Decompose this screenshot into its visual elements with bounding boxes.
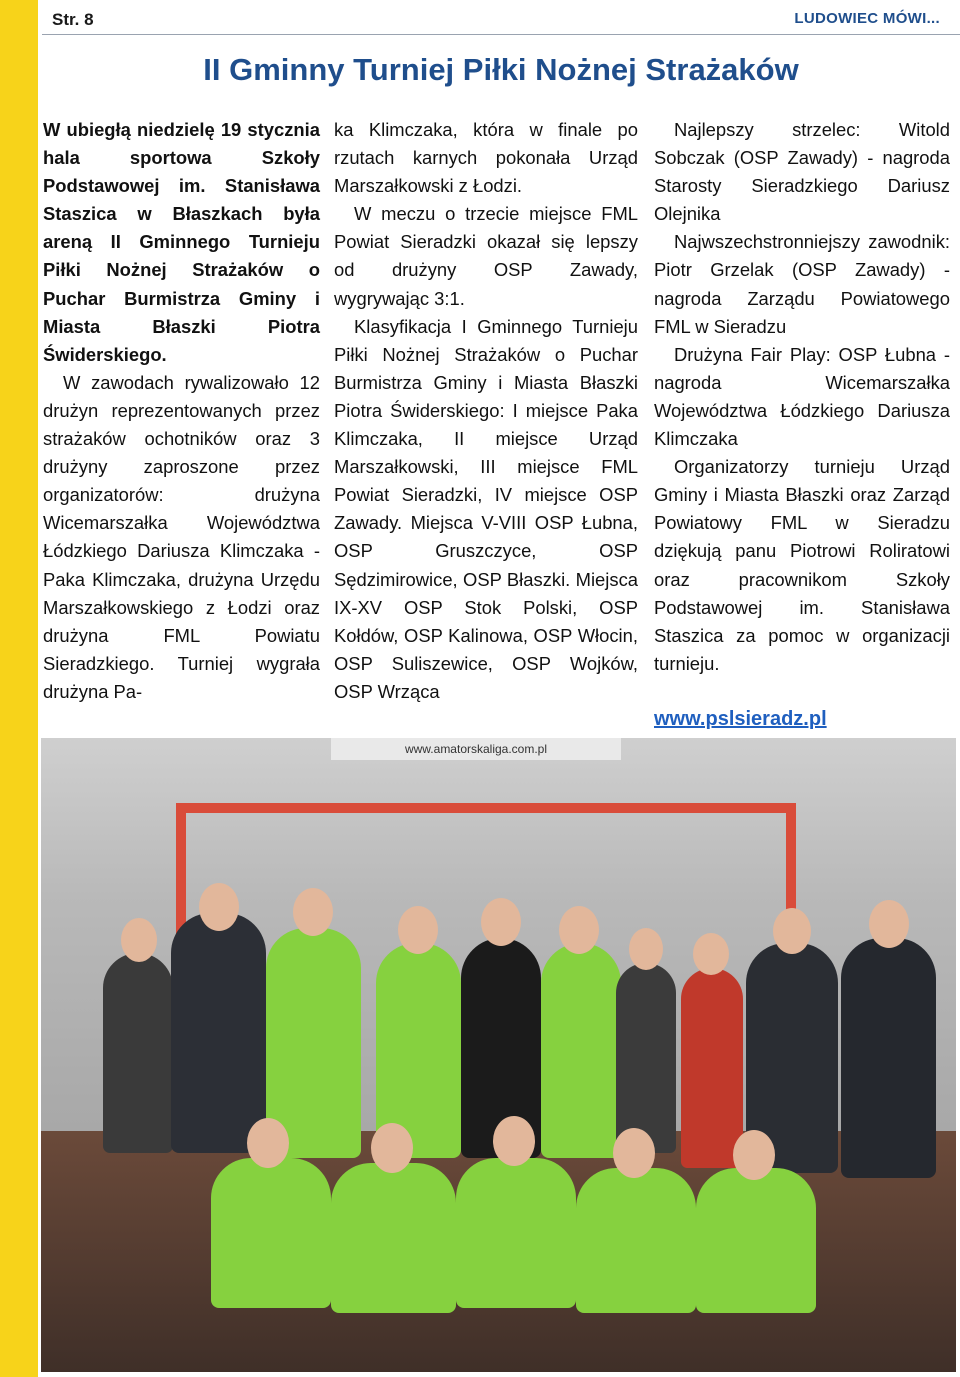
photo-person-head [121,918,157,962]
photo-person-head [293,888,333,936]
photo-person-head [733,1130,775,1180]
photo-person [576,1168,696,1313]
photo-person-head [693,933,729,975]
publication-name: LUDOWIEC MÓWI... [794,10,940,27]
photo-person [681,968,743,1168]
photo-person [171,913,266,1153]
photo-person-head [247,1118,289,1168]
header-divider [42,34,960,35]
article-paragraph: Klasyfikacja I Gminnego Turnieju Piłki Nożnej Strażaków o Puchar Burmistrza Gminy i Miasta Błaszki Piotra Świderskiego: I miejsce Paka Klimczaka, II miejsce Urząd Marszałkowski, III miejsce FML Powiat Sieradzki, IV miejsce OSP Zawady. Miejsca V-VIII OSP Łubna, OSP Gruszczyce, OSP Sędzimirowice, OSP Błaszki. Miejsca IX-XV OSP Stok Polski, OSP Kołdów, OSP Kalinowa, OSP Włocin, OSP Suliszewice, OSP Wojków, OSP Wrząca [334,315,638,702]
photo-person-head [371,1123,413,1173]
photo-person [103,953,173,1153]
article-paragraph: Organizatorzy turnieju Urząd Gminy i Miasta Błaszki oraz Zarząd Powiatowy FML w Sieradzu dziękują panu Piotrowi Roliratowi oraz pracownikom Szkoły Podstawowej im. Stanisława Staszica za pomoc w organizacji turnieju. [654,456,950,674]
article-lead: W ubiegłą niedzielę 19 stycznia hala sportowa Szkoły Podstawowej im. Stanisława Staszica w Błaszkach była areną II Gminnego Turnieju Piłki Nożnej Strażaków o Puchar Burmistrza Gminy i Miasta Błaszki Piotra Świderskiego. [43,119,320,365]
article-paragraph: W zawodach rywalizowało 12 drużyn reprezentowanych przez strażaków ochotników oraz 3 drużyny zaproszone przez organizatorów: drużyna Wicemarszałka Województwa Łódzkiego Dariusza Klimczaka - Paka Klimczaka, drużyna Urzędu Marszałkowskiego z Łodzi oraz drużyna FML Powiatu Sieradzkiego. Turniej wygrała drużyna Pa- [43,371,320,702]
photo-person-head [559,906,599,954]
photo-person-head [629,928,663,970]
photo-banner: www.amatorskaliga.com.pl [331,738,621,760]
photo-person-head [869,900,909,948]
page-number: Str. 8 [52,10,94,29]
website-link[interactable]: www.pslsieradz.pl [654,708,827,730]
article-title: II Gminny Turniej Piłki Nożnej Strażaków [203,52,799,87]
photo-person [616,963,676,1153]
article-paragraph: W meczu o trzecie miejsce FML Powiat Sieradzki okazał się lepszy od drużyny OSP Zawady, wygrywając 3:1. [334,203,638,309]
photo-person [211,1158,331,1308]
photo-person-head [613,1128,655,1178]
article-paragraph: ka Klimczaka, która w finale po rzutach karnych pokonała Urząd Marszałkowski z Łodzi. [334,119,638,197]
article-paragraph: Najwszechstronniejszy zawodnik: Piotr Grzelak (OSP Zawady) - nagroda Zarządu Powiatowego FML w Sieradzu [654,231,950,337]
photo-person-head [493,1116,535,1166]
photo-person [841,938,936,1178]
article-column-2 [334,116,638,706]
photo-person [696,1168,816,1313]
photo-person [541,943,621,1158]
article-column-3 [654,116,950,678]
photo-person-head [199,883,239,931]
photo-person-head [481,898,521,946]
team-photo [41,738,956,1372]
yellow-side-strip [0,0,38,1377]
photo-person [456,1158,576,1308]
article-paragraph: Drużyna Fair Play: OSP Łubna - nagroda Wicemarszałka Województwa Łódzkiego Dariusza Klimczaka [654,343,950,450]
article-paragraph: Najlepszy strzelec: Witold Sobczak (OSP Zawady) - nagroda Starosty Sieradzkiego Dariusz Olejnika [654,119,950,225]
article-column-1 [43,116,320,706]
photo-person [331,1163,456,1313]
photo-person-head [773,908,811,954]
photo-person-head [398,906,438,954]
